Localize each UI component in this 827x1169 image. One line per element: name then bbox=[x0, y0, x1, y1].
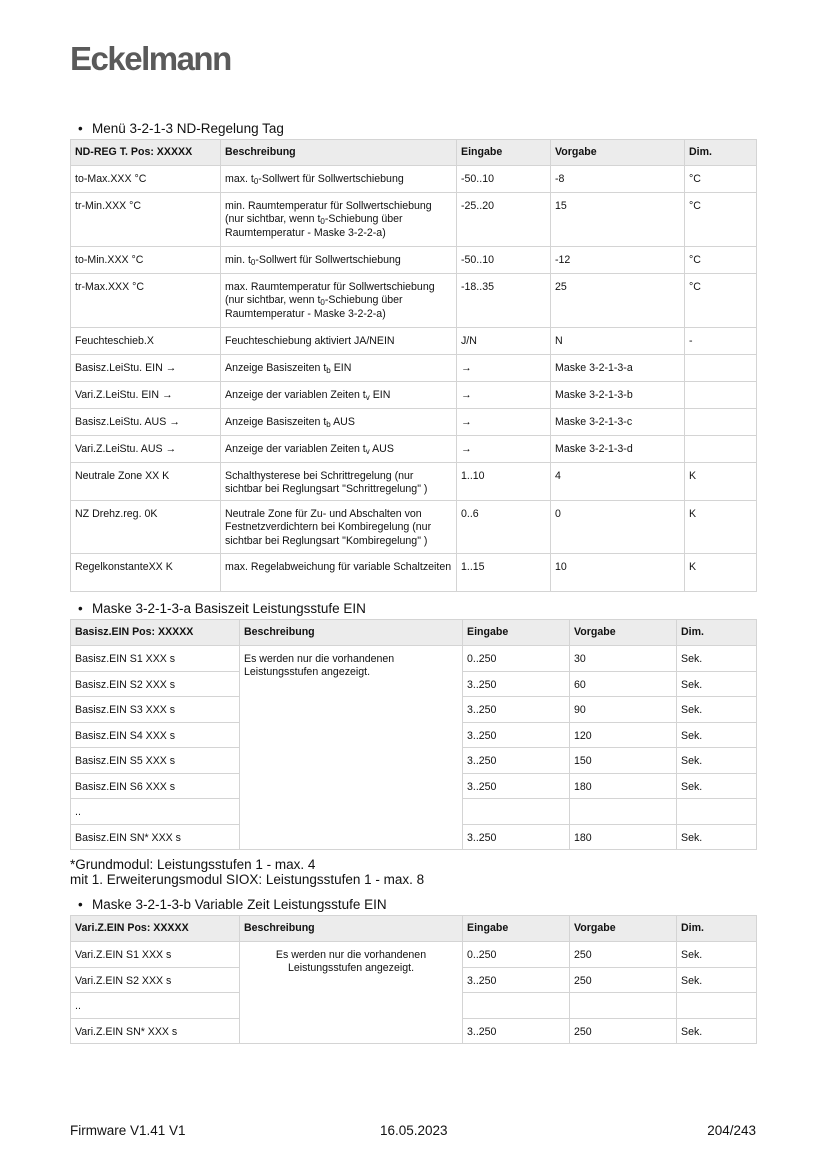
subscript: b bbox=[326, 420, 331, 429]
input-range-cell: 3..250 bbox=[463, 748, 570, 774]
default-value-cell: 120 bbox=[570, 722, 677, 748]
parameter-cell: Vari.Z.LeiStu. EIN → bbox=[71, 382, 221, 409]
description-text: EIN bbox=[330, 362, 352, 374]
column-header: Eingabe bbox=[463, 620, 570, 646]
description-text: max. Raumtemperatur für Sollwertschiebung (nur sichtbar, wenn t bbox=[225, 281, 435, 307]
default-value-cell bbox=[570, 993, 677, 1019]
column-header: Dim. bbox=[677, 916, 757, 942]
description-text: Neutrale Zone für Zu- und Abschalten von Festnetzverdichtern bei Kombiregelung (nur sichtbar bei Reglungsart "Kombiregelung" ) bbox=[225, 508, 432, 547]
parameter-cell: Vari.Z.EIN S2 XXX s bbox=[71, 967, 240, 993]
description-cell bbox=[221, 382, 457, 409]
description-text: AUS bbox=[369, 443, 394, 455]
description-text: AUS bbox=[330, 416, 355, 428]
unit-cell: Sek. bbox=[677, 773, 757, 799]
column-header: Dim. bbox=[685, 140, 757, 166]
table-row bbox=[71, 501, 757, 554]
unit-cell bbox=[685, 355, 757, 382]
footer-firmware: Firmware V1.41 V1 bbox=[70, 1123, 186, 1138]
section-title-variable-zeit: • Maske 3-2-1-3-b Variable Zeit Leistungsstufe EIN bbox=[78, 897, 387, 912]
section-title-text: Maske 3-2-1-3-a Basiszeit Leistungsstufe EIN bbox=[92, 601, 366, 616]
input-range-cell: 3..250 bbox=[463, 722, 570, 748]
input-range-cell: 0..250 bbox=[463, 646, 570, 672]
description-cell bbox=[221, 247, 457, 274]
basiszeit-table bbox=[70, 619, 757, 850]
description-text: Anzeige der variablen Zeiten t bbox=[225, 389, 366, 401]
unit-cell: °C bbox=[685, 166, 757, 193]
description-text: Anzeige der variablen Zeiten t bbox=[225, 443, 366, 455]
unit-cell bbox=[677, 993, 757, 1019]
unit-cell: Sek. bbox=[677, 824, 757, 850]
input-range-cell: J/N bbox=[457, 328, 551, 355]
table-header-row bbox=[71, 620, 757, 646]
description-cell bbox=[221, 554, 457, 592]
footnote-line: *Grundmodul: Leistungsstufen 1 - max. 4 bbox=[70, 857, 316, 872]
input-range-cell: 1..10 bbox=[457, 463, 551, 501]
description-cell bbox=[221, 274, 457, 328]
default-value-cell: 30 bbox=[570, 646, 677, 672]
footnote bbox=[70, 857, 424, 887]
table-row bbox=[71, 409, 757, 436]
description-cell: Es werden nur die vorhandenen Leistungsstufen angezeigt. bbox=[240, 646, 463, 850]
parameter-cell: Basisz.EIN S1 XXX s bbox=[71, 646, 240, 672]
table-header-row bbox=[71, 140, 757, 166]
unit-cell: °C bbox=[685, 193, 757, 247]
description-text: max. Regelabweichung für variable Schaltzeiten bbox=[225, 561, 452, 573]
subscript: v bbox=[365, 447, 370, 456]
input-range-cell: → bbox=[457, 355, 551, 382]
column-header: ND-REG T. Pos: XXXXX bbox=[71, 140, 221, 166]
unit-cell: Sek. bbox=[677, 697, 757, 723]
column-header: Vorgabe bbox=[551, 140, 685, 166]
table-row bbox=[71, 942, 757, 968]
unit-cell bbox=[677, 799, 757, 825]
column-header: Beschreibung bbox=[240, 916, 463, 942]
input-range-cell: → bbox=[457, 409, 551, 436]
unit-cell: K bbox=[685, 463, 757, 501]
description-text: -Schiebung über Raumtemperatur - Maske 3-2-2-a) bbox=[225, 213, 403, 239]
description-cell bbox=[221, 436, 457, 463]
unit-cell: K bbox=[685, 554, 757, 592]
footer-page-number: 204/243 bbox=[707, 1123, 756, 1138]
input-range-cell: -18..35 bbox=[457, 274, 551, 328]
unit-cell bbox=[685, 436, 757, 463]
parameter-cell: Neutrale Zone XX K bbox=[71, 463, 221, 501]
unit-cell: Sek. bbox=[677, 1018, 757, 1044]
table-header-row bbox=[71, 916, 757, 942]
column-header: Eingabe bbox=[463, 916, 570, 942]
table-row bbox=[71, 355, 757, 382]
default-value-cell: 60 bbox=[570, 671, 677, 697]
column-header: Beschreibung bbox=[240, 620, 463, 646]
default-value-cell: 180 bbox=[570, 824, 677, 850]
section-title-text: Menü 3-2-1-3 ND-Regelung Tag bbox=[92, 121, 284, 136]
parameter-cell: Feuchteschieb.X bbox=[71, 328, 221, 355]
subscript: 0 bbox=[250, 258, 256, 267]
subscript: 0 bbox=[320, 298, 325, 308]
description-text: min. Raumtemperatur für Sollwertschiebung (nur sichtbar, wenn t bbox=[225, 200, 432, 226]
unit-cell: Sek. bbox=[677, 671, 757, 697]
description-cell bbox=[221, 463, 457, 501]
unit-cell: Sek. bbox=[677, 967, 757, 993]
description-text: -Sollwert für Sollwertschiebung bbox=[258, 173, 404, 185]
unit-cell: K bbox=[685, 501, 757, 554]
section-title-text: Maske 3-2-1-3-b Variable Zeit Leistungsstufe EIN bbox=[92, 897, 387, 912]
subscript: 0 bbox=[253, 177, 259, 186]
unit-cell: - bbox=[685, 328, 757, 355]
default-value-cell: Maske 3-2-1-3-d bbox=[551, 436, 685, 463]
parameter-cell: Vari.Z.EIN S1 XXX s bbox=[71, 942, 240, 968]
description-text: Anzeige Basiszeiten t bbox=[225, 362, 327, 374]
default-value-cell bbox=[570, 799, 677, 825]
description-text: min. t bbox=[225, 254, 251, 266]
description-text: Feuchteschiebung aktiviert JA/NEIN bbox=[225, 335, 395, 347]
table-row bbox=[71, 166, 757, 193]
description-cell bbox=[221, 328, 457, 355]
unit-cell bbox=[685, 409, 757, 436]
default-value-cell: -12 bbox=[551, 247, 685, 274]
default-value-cell: 250 bbox=[570, 1018, 677, 1044]
description-text: -Schiebung über Raumtemperatur - Maske 3-2-2-a) bbox=[225, 294, 403, 320]
input-range-cell: 1..15 bbox=[457, 554, 551, 592]
parameter-cell: NZ Drehz.reg. 0K bbox=[71, 501, 221, 554]
parameter-cell: Vari.Z.LeiStu. AUS → bbox=[71, 436, 221, 463]
input-range-cell bbox=[463, 799, 570, 825]
column-header: Eingabe bbox=[457, 140, 551, 166]
default-value-cell: 0 bbox=[551, 501, 685, 554]
input-range-cell: -50..10 bbox=[457, 166, 551, 193]
subscript: b bbox=[326, 366, 331, 375]
input-range-cell: 3..250 bbox=[463, 671, 570, 697]
default-value-cell: 10 bbox=[551, 554, 685, 592]
parameter-cell: to-Min.XXX °C bbox=[71, 247, 221, 274]
parameter-cell: tr-Min.XXX °C bbox=[71, 193, 221, 247]
parameter-cell: Basisz.EIN S6 XXX s bbox=[71, 773, 240, 799]
unit-cell: Sek. bbox=[677, 646, 757, 672]
section-title-menu: • Menü 3-2-1-3 ND-Regelung Tag bbox=[78, 121, 284, 136]
description-cell bbox=[221, 193, 457, 247]
parameter-cell: Basisz.EIN S2 XXX s bbox=[71, 671, 240, 697]
default-value-cell: Maske 3-2-1-3-a bbox=[551, 355, 685, 382]
column-header: Vorgabe bbox=[570, 620, 677, 646]
unit-cell: Sek. bbox=[677, 722, 757, 748]
parameter-cell: .. bbox=[71, 993, 240, 1019]
description-text: EIN bbox=[369, 389, 391, 401]
table-row bbox=[71, 193, 757, 247]
default-value-cell: 25 bbox=[551, 274, 685, 328]
description-text: Anzeige Basiszeiten t bbox=[225, 416, 327, 428]
default-value-cell: 150 bbox=[570, 748, 677, 774]
parameter-cell: Basisz.EIN S5 XXX s bbox=[71, 748, 240, 774]
default-value-cell: -8 bbox=[551, 166, 685, 193]
parameter-cell: Basisz.LeiStu. AUS → bbox=[71, 409, 221, 436]
unit-cell bbox=[685, 382, 757, 409]
parameter-cell: Basisz.EIN SN* XXX s bbox=[71, 824, 240, 850]
description-cell bbox=[221, 166, 457, 193]
input-range-cell: 0..6 bbox=[457, 501, 551, 554]
default-value-cell: N bbox=[551, 328, 685, 355]
table-row bbox=[71, 646, 757, 672]
table-row bbox=[71, 463, 757, 501]
description-text: max. t bbox=[225, 173, 254, 185]
default-value-cell: Maske 3-2-1-3-c bbox=[551, 409, 685, 436]
column-header: Basisz.EIN Pos: XXXXX bbox=[71, 620, 240, 646]
description-cell: Es werden nur die vorhandenen Leistungsstufen angezeigt. bbox=[240, 942, 463, 1044]
default-value-cell: 15 bbox=[551, 193, 685, 247]
unit-cell: °C bbox=[685, 247, 757, 274]
input-range-cell: 3..250 bbox=[463, 824, 570, 850]
description-cell bbox=[221, 501, 457, 554]
unit-cell: Sek. bbox=[677, 942, 757, 968]
table-row bbox=[71, 382, 757, 409]
parameter-cell: Basisz.EIN S3 XXX s bbox=[71, 697, 240, 723]
default-value-cell: Maske 3-2-1-3-b bbox=[551, 382, 685, 409]
footnote-line: mit 1. Erweiterungsmodul SIOX: Leistungsstufen 1 - max. 8 bbox=[70, 872, 425, 887]
subscript: v bbox=[365, 393, 370, 402]
parameter-cell: RegelkonstanteXX K bbox=[71, 554, 221, 592]
column-header: Vorgabe bbox=[570, 916, 677, 942]
description-text: -Sollwert für Sollwertschiebung bbox=[255, 254, 401, 266]
column-header: Vari.Z.EIN Pos: XXXXX bbox=[71, 916, 240, 942]
table-row bbox=[71, 247, 757, 274]
section-title-basiszeit: • Maske 3-2-1-3-a Basiszeit Leistungsstufe EIN bbox=[78, 601, 366, 616]
unit-cell: °C bbox=[685, 274, 757, 328]
default-value-cell: 180 bbox=[570, 773, 677, 799]
default-value-cell: 250 bbox=[570, 942, 677, 968]
table-row bbox=[71, 274, 757, 328]
input-range-cell: → bbox=[457, 436, 551, 463]
input-range-cell: → bbox=[457, 382, 551, 409]
input-range-cell bbox=[463, 993, 570, 1019]
company-logo: Eckelmann bbox=[70, 40, 231, 77]
parameter-cell: Basisz.LeiStu. EIN → bbox=[71, 355, 221, 382]
input-range-cell: 0..250 bbox=[463, 942, 570, 968]
parameter-cell: Basisz.EIN S4 XXX s bbox=[71, 722, 240, 748]
parameter-cell: Vari.Z.EIN SN* XXX s bbox=[71, 1018, 240, 1044]
table-row bbox=[71, 328, 757, 355]
parameter-cell: tr-Max.XXX °C bbox=[71, 274, 221, 328]
description-text: Schalthysterese bei Schrittregelung (nur sichtbar bei Reglungsart "Schrittregelung" ) bbox=[225, 470, 428, 496]
column-header: Beschreibung bbox=[221, 140, 457, 166]
default-value-cell: 250 bbox=[570, 967, 677, 993]
description-cell bbox=[221, 355, 457, 382]
input-range-cell: 3..250 bbox=[463, 1018, 570, 1044]
input-range-cell: 3..250 bbox=[463, 967, 570, 993]
input-range-cell: 3..250 bbox=[463, 697, 570, 723]
default-value-cell: 4 bbox=[551, 463, 685, 501]
input-range-cell: -50..10 bbox=[457, 247, 551, 274]
subscript: 0 bbox=[320, 217, 325, 227]
column-header: Dim. bbox=[677, 620, 757, 646]
parameter-cell: to-Max.XXX °C bbox=[71, 166, 221, 193]
input-range-cell: -25..20 bbox=[457, 193, 551, 247]
table-row bbox=[71, 436, 757, 463]
variable-zeit-table bbox=[70, 915, 757, 1044]
description-cell bbox=[221, 409, 457, 436]
nd-regelung-table bbox=[70, 139, 757, 592]
parameter-cell: .. bbox=[71, 799, 240, 825]
footer-date: 16.05.2023 bbox=[380, 1123, 448, 1138]
input-range-cell: 3..250 bbox=[463, 773, 570, 799]
default-value-cell: 90 bbox=[570, 697, 677, 723]
table-row bbox=[71, 554, 757, 592]
unit-cell: Sek. bbox=[677, 748, 757, 774]
